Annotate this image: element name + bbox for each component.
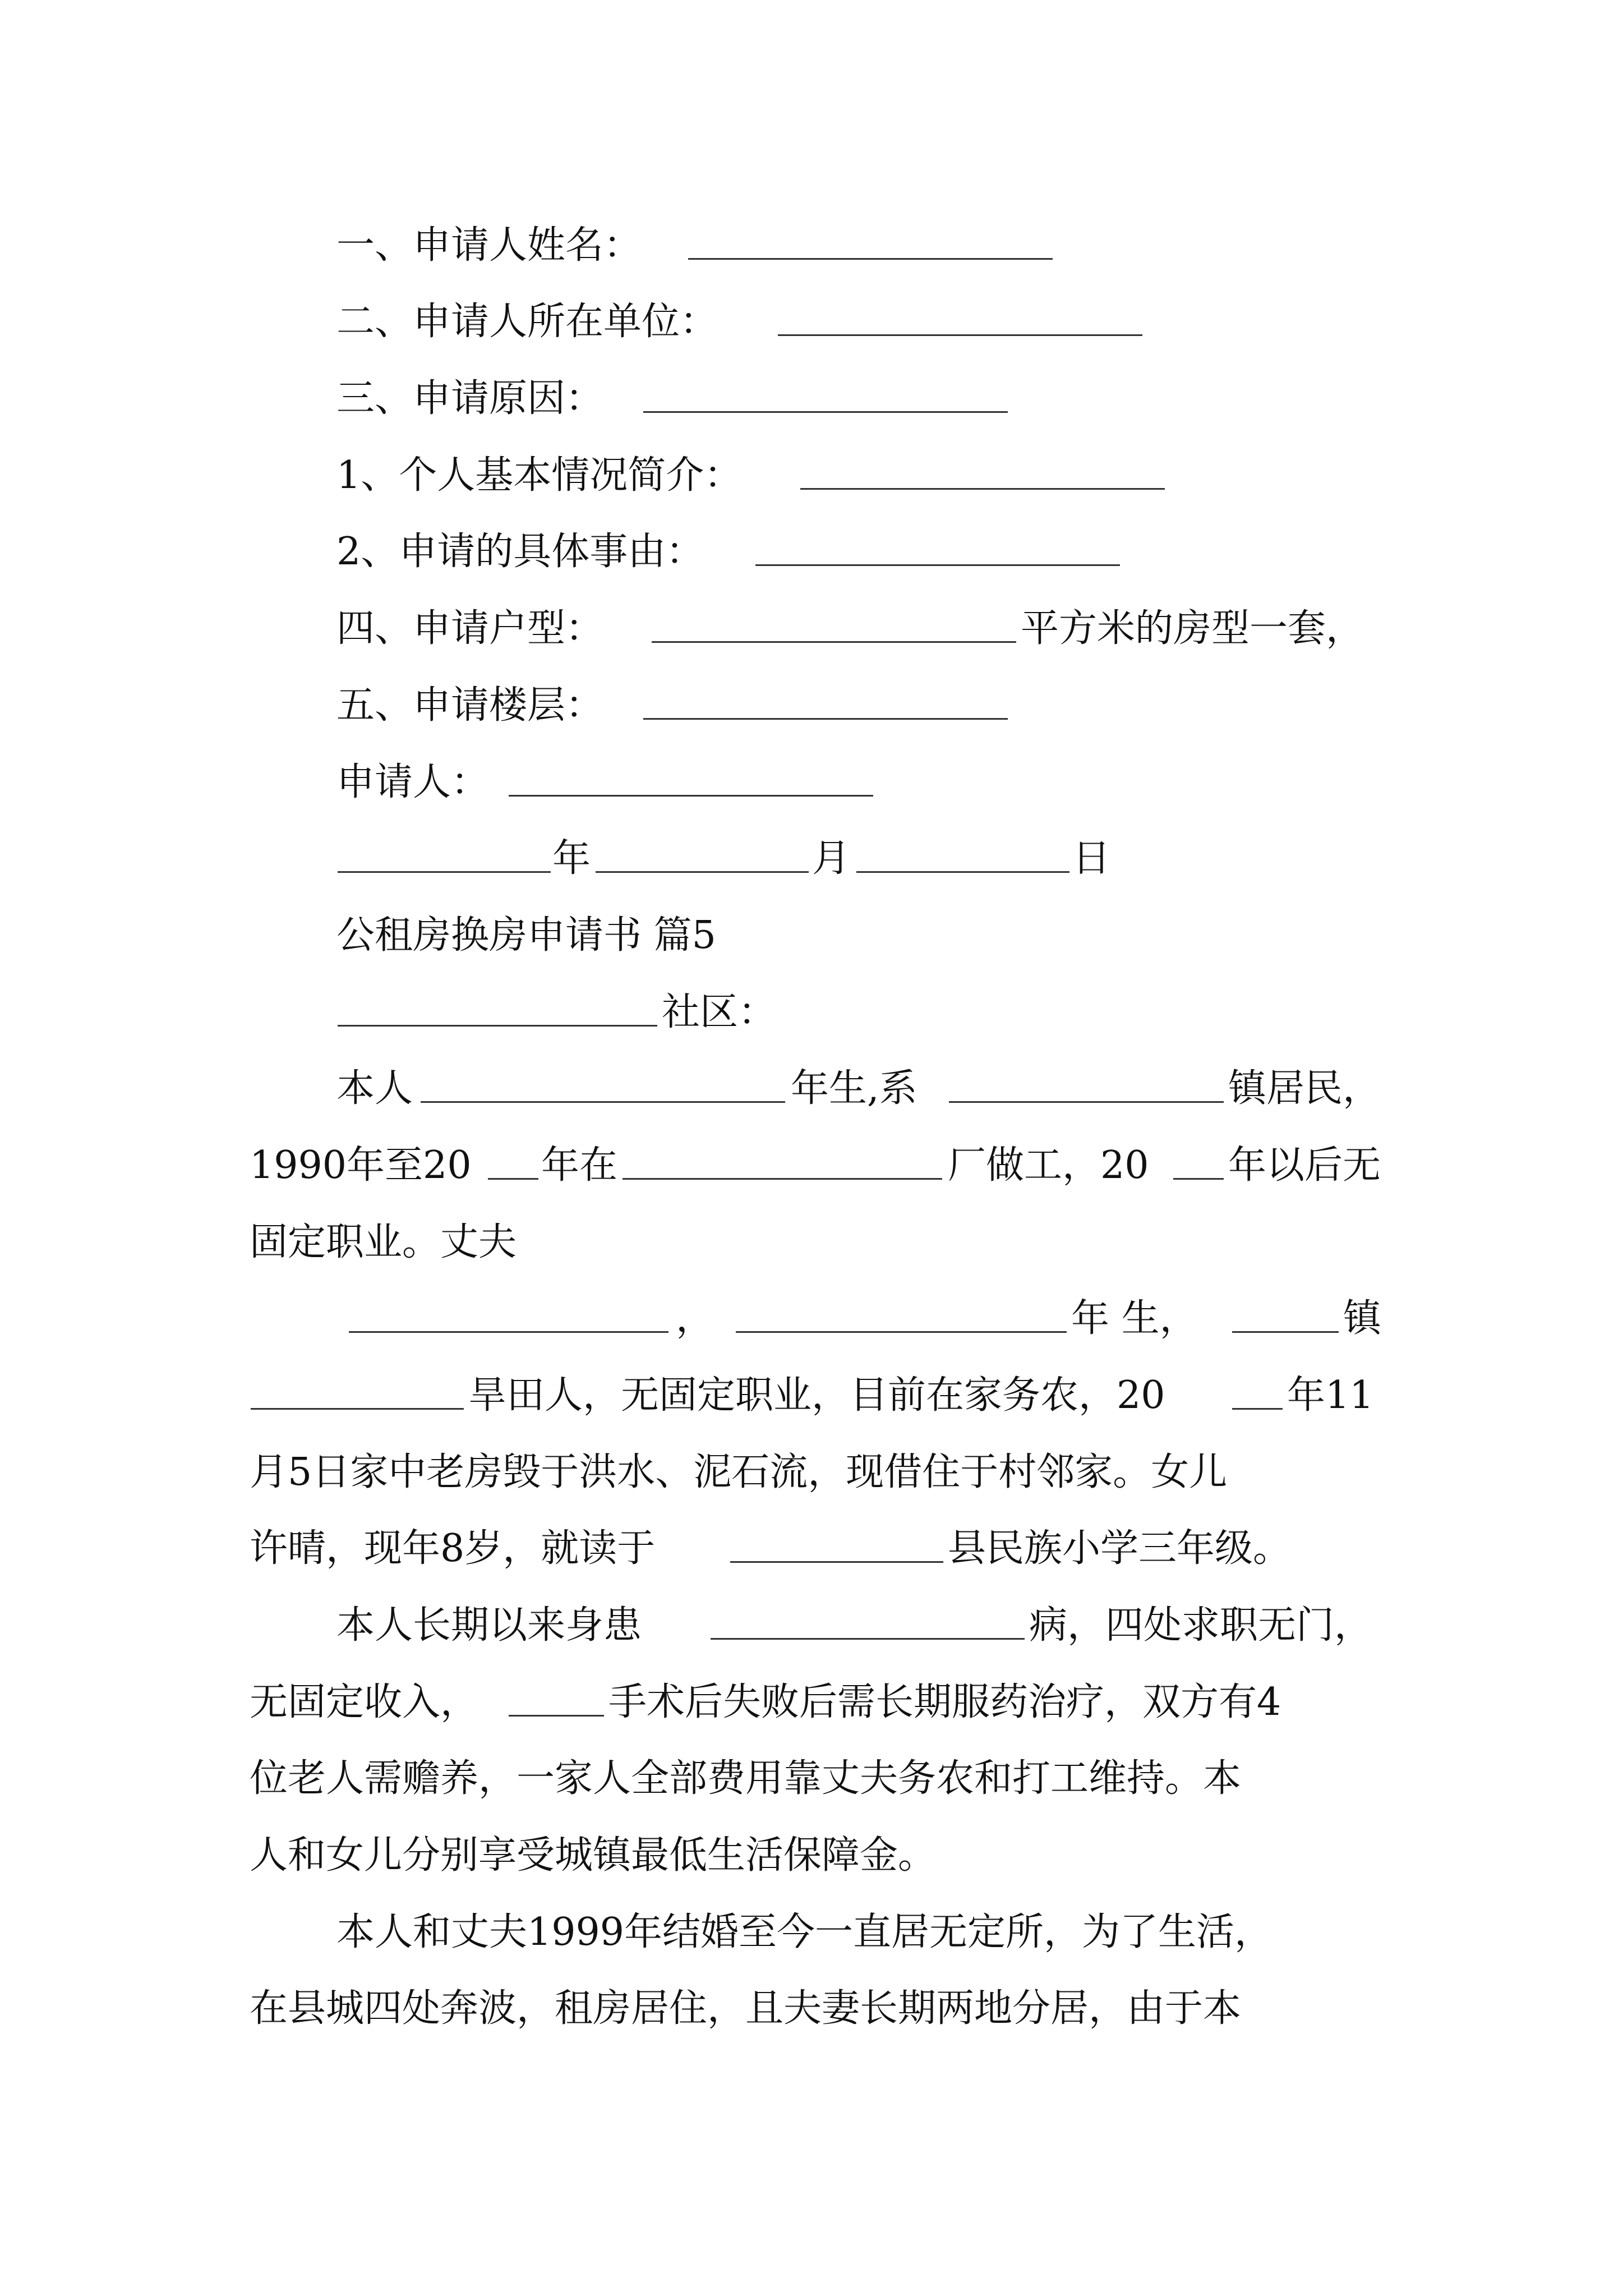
p1-line-3 [0,1217,1623,1268]
p1-line-6 [0,1447,1623,1498]
year-after-blank[interactable] [1173,1144,1224,1180]
county-blank[interactable] [730,1527,943,1563]
p1-line-5 [0,1370,1623,1421]
type-label: 四、申请户型： [336,606,604,651]
applicant-label: 申请人： [336,760,490,804]
unit-label: 二、申请人所在单位： [336,300,718,344]
applicant-line [0,757,1623,808]
type-line [0,603,1623,655]
factory-blank[interactable] [623,1144,942,1180]
husband-birth-blank[interactable] [736,1297,1067,1333]
husband-name-blank[interactable] [349,1297,668,1333]
husband-town-blank[interactable] [1232,1297,1339,1333]
p1-line-7 [0,1523,1623,1575]
flood-year-blank[interactable] [1232,1374,1283,1410]
year-label: 年 [552,836,591,881]
p1-l4-b: 年 生， [1071,1296,1198,1341]
community-line [0,987,1623,1038]
p1-line-4 [0,1293,1623,1345]
p1-l3: 固定职业。丈夫 [250,1220,517,1264]
town-blank[interactable] [949,1068,1224,1103]
intro-blank[interactable] [800,454,1165,490]
reason-line [0,373,1623,425]
p1-l4-a: ， [676,1296,714,1341]
village-blank[interactable] [251,1374,464,1410]
p2-line-4 [0,1830,1623,1881]
intro-label: 1、个人基本情况简介： [336,453,743,498]
month-blank[interactable] [596,838,809,873]
p1-l7-b: 县民族小学三年级。 [948,1526,1292,1571]
year-blank[interactable] [338,838,551,873]
intro-line [0,450,1623,501]
p1-l1-b: 年生,系 [791,1066,917,1111]
community-blank[interactable] [338,991,657,1027]
type-suffix: 平方米的房型一套， [1021,606,1364,651]
date-line [0,833,1623,885]
p1-l5-b: 年11 [1287,1373,1374,1418]
section-title: 公租房换房申请书 篇5 [336,913,716,958]
p1-l6: 月5日家中老房毁于洪水、泥石流，现借住于村邻家。女儿 [250,1450,1228,1494]
p2-line-1 [0,1600,1623,1651]
surgery-blank[interactable] [509,1681,604,1717]
reason-label: 三、申请原因： [336,376,604,421]
community-suffix: 社区： [662,990,777,1034]
p1-l5-a: 旱田人，无固定职业，目前在家务农，20 [468,1373,1165,1418]
name-label: 一、申请人姓名： [336,223,642,268]
p3-l1: 本人和丈夫1999年结婚至今一直居无定所，为了生活， [336,1910,1273,1954]
month-label: 月 [812,836,851,881]
p1-l1-c: 镇居民， [1228,1066,1381,1111]
p3-line-1 [0,1907,1623,1958]
p1-l2-c: 厂做工，20 [948,1143,1149,1188]
p1-line-1 [0,1063,1623,1115]
birth-year-blank[interactable] [421,1068,785,1103]
year-end-blank[interactable] [488,1144,538,1180]
p1-l2-d: 年以后无 [1228,1143,1381,1188]
unit-blank[interactable] [778,301,1142,336]
day-blank[interactable] [856,838,1069,873]
applicant-blank[interactable] [509,761,873,797]
p2-l4: 人和女儿分别享受城镇最低生活保障金。 [250,1833,937,1878]
p2-l1-b: 病，四处求职无门， [1029,1603,1373,1648]
day-label: 日 [1072,836,1111,881]
p1-l2-a: 1990年至20 [250,1143,472,1188]
reason-blank[interactable] [643,378,1008,413]
detail-blank[interactable] [755,531,1120,566]
floor-blank[interactable] [643,684,1008,720]
detail-label: 2、申请的具体事由： [336,530,704,574]
illness-blank[interactable] [711,1604,1025,1640]
p1-l7-a: 许晴，现年8岁，就读于 [250,1526,656,1571]
p1-l2-b: 年在 [541,1143,618,1188]
floor-label: 五、申请楼层： [336,683,604,728]
p1-l1-a: 本人 [336,1066,413,1111]
p3-line-2 [0,1983,1623,2035]
p2-l3: 位老人需赡养，一家人全部费用靠丈夫务农和打工维持。本 [250,1756,1242,1801]
floor-line [0,680,1623,731]
name-blank[interactable] [688,224,1053,260]
p1-l4-c: 镇 [1343,1296,1382,1341]
name-line [0,220,1623,272]
detail-line [0,526,1623,578]
section-title-line [0,910,1623,961]
p2-line-2 [0,1677,1623,1728]
p2-l2-a: 无固定收入， [250,1680,479,1724]
p3-l2: 在县城四处奔波，租房居住，且夫妻长期两地分居，由于本 [250,1986,1242,2031]
p2-line-3 [0,1753,1623,1805]
type-blank[interactable] [652,608,1016,643]
p2-l2-b: 手术后失败后需长期服药治疗，双方有4 [608,1680,1281,1724]
p2-l1-a: 本人长期以来身患 [336,1603,642,1648]
unit-line [0,296,1623,348]
p1-line-2 [0,1140,1623,1191]
